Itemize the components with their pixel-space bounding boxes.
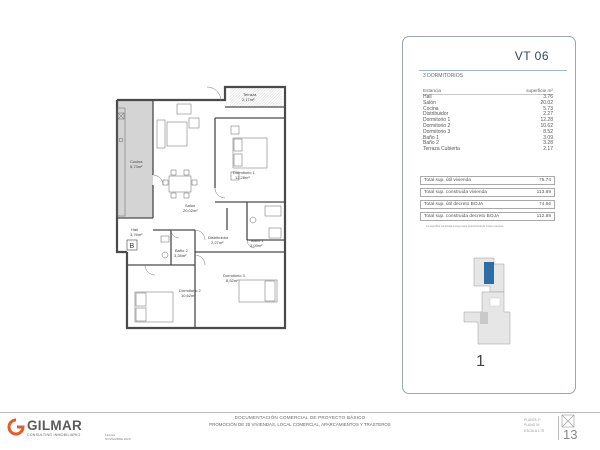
unit-highlight: [484, 262, 494, 284]
meta-plan: PLANO Nº: [524, 423, 540, 428]
terrace-floor: [230, 87, 282, 107]
room-table: [423, 95, 553, 153]
label-bedroom3: Dormitorio 3: [223, 273, 245, 278]
area-hall: 3,76m²: [130, 232, 143, 237]
bedroom2-furniture: [135, 292, 173, 322]
document-subtitle: PROMOCIÓN DE 25 VIVIENDAS, LOCAL COMERCIAL, APARCAMIENTOS Y TRASTEROS: [209, 422, 391, 427]
page-number: 13: [563, 427, 578, 442]
total-built-area: Total sup. construida vivienda 113.69: [420, 188, 555, 197]
table-row: Cocina 5.73: [423, 105, 553, 112]
meta-scale: ESCALA 1:75: [524, 428, 545, 433]
title-divider: [419, 70, 567, 71]
area-kitchen: 5,73m²: [130, 164, 143, 169]
block-number: 1: [476, 353, 485, 370]
total-built-boja: Total sup. construida decreto BOJA 112.88: [420, 212, 555, 221]
area-distributor: 2,27m²: [211, 240, 224, 245]
label-bedroom1: Dormitorio 1: [233, 170, 255, 175]
label-terrace: Terraza: [243, 92, 257, 97]
date-label: FECHA: [105, 433, 116, 437]
door-swings: [145, 87, 255, 275]
label-kitchen: Cocina: [130, 159, 143, 164]
unit-subtitle: 3 DORMITORIOS: [423, 73, 463, 79]
bedroom3-furniture: [239, 280, 277, 302]
area-bath1: 3,09m²: [250, 243, 263, 248]
area-footnote: La superficie construida incluye parte proporcional de zonas comunes.: [426, 225, 505, 228]
col-room: Estancia: [423, 88, 441, 93]
area-bedroom3: 8,52m²: [226, 278, 239, 283]
col-area: superficie m²: [526, 88, 553, 93]
area-living: 20,02m²: [183, 208, 198, 213]
sheet-meta: [524, 418, 544, 434]
table-row: Dormitorio 1 12.28: [423, 117, 553, 124]
label-bath2: Baño 2: [175, 248, 188, 253]
label-hall: Hall: [131, 227, 138, 232]
brand-name: GILMAR: [27, 418, 83, 433]
floor-plan: [105, 80, 305, 335]
date-value: NOVIEMBRE 2020: [105, 437, 131, 441]
area-bedroom1: 12,28m²: [235, 175, 250, 180]
table-row: Dormitorio 3 8.52: [423, 128, 553, 135]
label-living: Salón: [185, 203, 196, 208]
meta-floor: PLANTA 1ª: [524, 418, 541, 422]
room-table-header: [423, 88, 553, 93]
document-title: DOCUMENTACIÓN COMERCIAL DE PROYECTO BÁSICO: [234, 415, 366, 420]
living-furniture: [157, 104, 199, 198]
area-bedroom2: 10,62m²: [181, 293, 196, 298]
total-useful-boja: Total sup. útil decreto BOJA 74.66: [420, 200, 555, 209]
table-row: Baño 2 3.28: [423, 140, 553, 147]
table-row: Terraza Cubierta 2.17: [423, 146, 553, 153]
label-bedroom2: Dormitorio 2: [179, 288, 201, 293]
label-bath1: Baño 1: [251, 238, 264, 243]
table-row: Dormitorio 2 10.62: [423, 122, 553, 129]
brand-logo: [7, 416, 87, 438]
section-marker: B: [129, 243, 135, 250]
north-arrow-icon: [561, 414, 575, 428]
brand-tagline: CONSULTING INMOBILIARIO: [27, 433, 81, 437]
area-bath2: 3,28m²: [174, 253, 187, 258]
unit-title: VT 06: [514, 49, 549, 63]
meta-divider: [558, 416, 559, 440]
table-row: Baño 1 3.09: [423, 134, 553, 141]
area-terrace: 2,17m²: [242, 97, 255, 102]
key-plan: [460, 256, 524, 348]
gilmar-logo-icon: [7, 418, 25, 436]
table-row: Distribuidor 2.27: [423, 111, 553, 118]
footer-divider: [0, 412, 600, 413]
table-row: Hall 3.76: [423, 94, 553, 100]
table-row: Salón 20.02: [423, 99, 553, 106]
label-distributor: Distribuidor: [208, 235, 229, 240]
total-useful-area: Total sup. útil vivienda 75.74: [420, 176, 555, 185]
